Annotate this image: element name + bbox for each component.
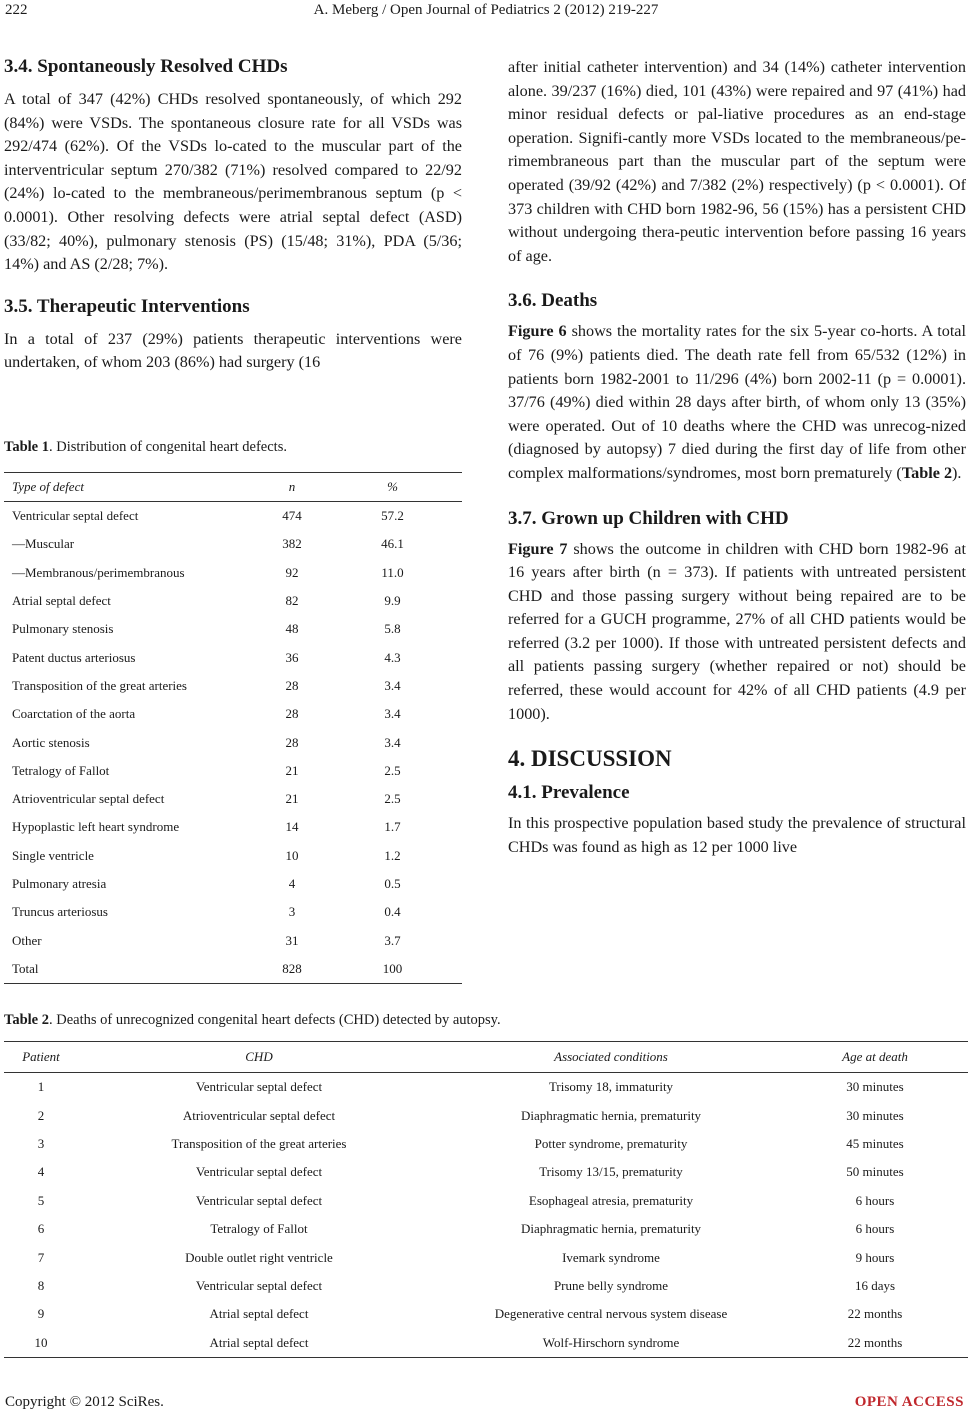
- table-cell: Truncus arteriosus: [12, 904, 108, 920]
- table-cell: 45 minutes: [846, 1135, 904, 1151]
- table-cell: 1.7: [384, 819, 401, 835]
- table-row: [4, 1187, 968, 1215]
- table-cell: Transposition of the great arteries: [171, 1135, 347, 1151]
- section-3-7-text: Figure 7 shows the outcome in children with CHD born 1982-96 at 16 years after birth (n = 373). If patients with untreated persistent CHD and those passing surgery without being repaired are to be referred for a GUCH programme, 27% of all CHD patients would be referred (3.2 per 1000). If those with untreated persistent defects and all patients passing surgery (whether repaired or not) should be referred, these would account for 42% of all CHD patients (4.9 per 1000).: [508, 539, 966, 723]
- section-4-1-title: 4.1. Prevalence: [508, 782, 630, 804]
- table-cell: 5.8: [384, 621, 401, 637]
- table-row: [4, 530, 462, 558]
- table-cell: 30 minutes: [846, 1079, 904, 1095]
- table-cell: 9.9: [384, 593, 401, 609]
- table-cell: 30 minutes: [846, 1107, 904, 1123]
- table-cell: 4: [37, 1164, 45, 1180]
- section-3-4-title: 3.4. Spontaneously Resolved CHDs: [4, 56, 288, 77]
- figure-6-ref: Figure 6: [508, 322, 567, 341]
- table-cell: 82: [285, 593, 299, 609]
- table-cell: 3.4: [384, 734, 401, 750]
- table-2-header: Associated conditions: [440, 1042, 782, 1073]
- table-cell: 2.5: [384, 791, 401, 807]
- table-row: [4, 1329, 968, 1358]
- table-cell: —Membranous/perimembranous: [12, 564, 185, 580]
- table-row: [4, 757, 462, 785]
- table-cell: Coarctation of the aorta: [12, 706, 136, 722]
- table-cell: 1.2: [384, 847, 401, 863]
- table-cell: —Muscular: [12, 536, 75, 552]
- page-number: 222: [5, 2, 28, 18]
- table-cell: 3: [288, 904, 296, 920]
- right-column: [508, 56, 966, 859]
- table-cell: 6 hours: [855, 1192, 895, 1208]
- table-cell: Esophageal atresia, prematurity: [528, 1192, 694, 1208]
- table-row: [4, 700, 462, 728]
- table-2-ref: Table 2: [901, 463, 953, 482]
- table-cell: 31: [285, 932, 299, 948]
- table-cell: 2: [37, 1107, 45, 1123]
- table-cell: 7: [37, 1249, 45, 1265]
- table-cell: 0.5: [384, 876, 401, 891]
- table-cell: 10: [4, 1329, 78, 1358]
- table-cell: 16 days: [854, 1277, 896, 1293]
- table-cell: Tetralogy of Fallot: [210, 1221, 308, 1237]
- table-cell: 6: [37, 1221, 45, 1237]
- table-row: [4, 559, 462, 587]
- running-head: A. Meberg / Open Journal of Pediatrics 2 (2012) 219-227: [313, 2, 659, 18]
- table-cell: 21: [285, 762, 299, 778]
- table-row: [4, 1215, 968, 1243]
- table-2-caption: Table 2. Deaths of unrecognized congenital heart defects (CHD) detected by autopsy.: [4, 1012, 501, 1028]
- left-column: [4, 54, 462, 375]
- table-cell: Ventricular septal defect: [195, 1277, 323, 1293]
- table-1: [4, 438, 462, 984]
- table-1-header: n: [261, 473, 323, 502]
- continuation-text: after initial catheter intervention) and 34 (14%) catheter intervention alone. 39/237 (16%) died, 101 (43%) were repaired and 97 (41%) had minor residual defects or pal-liative procedures as an end-stage operation. Signifi-cantly more VSDs located to the membraneous/pe-rimembraneous part than the muscular part of the septum were operated (39/92 (42%) and 7/382 (2%) respectively) (p < 0.0001). Of 373 children with CHD born 1982-96, 56 (15%) has a persistent CHD without undergoing thera-peutic intervention before passing 16 years of age.: [508, 58, 966, 265]
- section-4-1-text: In this prospective population based study the prevalence of structural CHDs was found as high as 12 per 1000 live: [508, 814, 966, 856]
- table-2-header: Age at death: [782, 1042, 968, 1073]
- table-cell: 50 minutes: [846, 1164, 904, 1180]
- table-row: [4, 587, 462, 615]
- table-row: [4, 1272, 968, 1300]
- table-row: [4, 502, 462, 531]
- table-cell: 0.4: [384, 904, 401, 920]
- table-cell: Total: [4, 955, 261, 984]
- table-cell: 474: [282, 508, 302, 524]
- table-cell: Tetralogy of Fallot: [12, 762, 110, 778]
- table-cell: Ventricular septal defect: [195, 1164, 323, 1180]
- table-cell: Degenerative central nervous system disease: [494, 1306, 728, 1322]
- table-cell: 1: [37, 1079, 45, 1095]
- copyright-notice: Copyright © 2012 SciRes.: [5, 1394, 164, 1410]
- table-cell: Transposition of the great arteries: [12, 677, 187, 693]
- table-cell: Atrial septal defect: [209, 1306, 309, 1322]
- table-cell: Ivemark syndrome: [562, 1249, 660, 1265]
- table-cell: Trisomy 13/15, prematurity: [539, 1164, 683, 1180]
- table-row: [4, 926, 462, 954]
- table-cell: Patent ductus arteriosus: [12, 649, 136, 665]
- table-cell: 9 hours: [855, 1249, 895, 1265]
- table-cell: Trisomy 18, immaturity: [548, 1079, 674, 1095]
- table-cell: 46.1: [381, 536, 404, 552]
- table-cell: 22 months: [847, 1306, 903, 1322]
- table-2: [4, 1011, 968, 1358]
- table-cell: 28: [285, 706, 299, 722]
- table-row: [4, 813, 462, 841]
- table-row: [4, 870, 462, 898]
- table-cell: Pulmonary stenosis: [12, 621, 114, 637]
- table-cell: 14: [285, 819, 299, 835]
- table-cell: 9: [37, 1306, 45, 1322]
- table-row: [4, 728, 462, 756]
- table-cell: Atrial septal defect: [78, 1329, 440, 1358]
- table-cell: Hypoplastic left heart syndrome: [12, 819, 180, 835]
- table-cell: 22 months: [782, 1329, 968, 1358]
- section-3-5-title: 3.5. Therapeutic Interventions: [4, 295, 250, 317]
- table-row: [4, 955, 462, 984]
- table-cell: Ventricular septal defect: [195, 1192, 323, 1208]
- table-1-grid: [4, 472, 462, 984]
- open-access-label: OPEN ACCESS: [854, 1394, 964, 1410]
- table-row: [4, 1243, 968, 1271]
- section-3-5-text: In a total of 237 (29%) patients therapeutic interventions were undertaken, of whom 203 (86%) had surgery (16: [4, 329, 462, 372]
- table-row: [4, 1130, 968, 1158]
- table-cell: Ventricular septal defect: [195, 1079, 323, 1095]
- table-cell: 3.4: [384, 706, 401, 722]
- table-cell: 4.3: [384, 649, 401, 665]
- table-cell: 3.7: [384, 932, 401, 948]
- table-cell: Atrioventricular septal defect: [12, 791, 165, 807]
- table-cell: 5: [37, 1192, 45, 1208]
- table-cell: 28: [285, 677, 299, 693]
- section-4-title: 4. DISCUSSION: [508, 746, 672, 772]
- table-2-header: CHD: [78, 1042, 440, 1073]
- table-2-grid: [4, 1041, 968, 1358]
- table-cell: 828: [261, 955, 323, 984]
- table-row: [4, 1073, 968, 1102]
- table-cell: 3: [37, 1135, 45, 1151]
- table-cell: Diaphragmatic hernia, prematurity: [520, 1221, 702, 1237]
- table-1-caption: Table 1. Distribution of congenital heart defects.: [4, 439, 287, 455]
- table-cell: 2.5: [384, 762, 401, 778]
- table-cell: 4: [288, 876, 296, 891]
- table-2-header: Patient: [4, 1042, 78, 1073]
- table-cell: Potter syndrome, prematurity: [534, 1135, 688, 1151]
- table-cell: Atrial septal defect: [12, 593, 111, 609]
- table-cell: 11.0: [381, 564, 404, 580]
- table-cell: 6 hours: [855, 1221, 895, 1237]
- table-cell: Atrioventricular septal defect: [182, 1107, 336, 1123]
- table-cell: 100: [323, 955, 462, 984]
- section-3-7-title: 3.7. Grown up Children with CHD: [508, 507, 789, 529]
- table-row: [4, 615, 462, 643]
- table-cell: 3.4: [384, 677, 401, 693]
- figure-7-ref: Figure 7: [508, 539, 568, 558]
- table-row: [4, 1101, 968, 1129]
- section-3-6-title: 3.6. Deaths: [508, 290, 598, 312]
- table-cell: Double outlet right ventricle: [185, 1249, 333, 1265]
- table-1-header: %: [323, 473, 462, 502]
- table-row: [4, 898, 462, 926]
- table-row: [4, 1158, 968, 1186]
- table-row: [4, 672, 462, 700]
- table-cell: Single ventricle: [12, 847, 94, 863]
- table-cell: Aortic stenosis: [12, 734, 90, 750]
- table-cell: Ventricular septal defect: [12, 508, 139, 524]
- table-1-header: Type of defect: [4, 473, 261, 502]
- section-3-6-text: Figure 6 shows the mortality rates for the six 5-year co-horts. A total of 76 (9%) patients died. The death rate fell from 65/532 (12%) in patients born 1982-2001 to 11/296 (4%) born 2002-11 (p = 0.0001). 37/76 (49%) died within 28 days after birth, of whom only 13 (35%) were operated. Out of 10 deaths where the CHD was unrecog-nized (diagnosed by autopsy) 7 died during the first day of life from other complex malformations/syndromes, most born prematurely (Table 2).: [508, 322, 966, 482]
- table-row: [4, 643, 462, 671]
- table-cell: Wolf-Hirschorn syndrome: [440, 1329, 782, 1358]
- table-row: [4, 842, 462, 870]
- table-cell: 8: [37, 1277, 45, 1293]
- table-cell: Other: [12, 932, 42, 948]
- section-3-4-text: A total of 347 (42%) CHDs resolved spontaneously, of which 292 (84%) were VSDs. The spontaneous closure rate for all VSDs was 292/474 (62%). Of the VSDs lo-cated to the muscular part of the interventricular septum 270/382 (71%) resolved compared to 22/92 (24%) lo-cated to the membraneous/perimembranous septum (p < 0.0001). Other resolving defects were atrial septal defect (ASD) (33/82; 40%), pulmonary stenosis (PS) (15/48; 31%), PDA (5/36; 14%) and AS (2/28; 7%).: [4, 90, 462, 274]
- table-cell: 10: [285, 847, 299, 863]
- table-cell: 28: [285, 734, 299, 750]
- table-row: [4, 785, 462, 813]
- table-cell: 36: [285, 649, 299, 665]
- table-row: [4, 1300, 968, 1328]
- table-cell: 48: [285, 621, 299, 637]
- table-cell: Prune belly syndrome: [553, 1277, 669, 1293]
- table-cell: 92: [285, 564, 299, 580]
- table-cell: 382: [282, 536, 302, 552]
- table-cell: 57.2: [381, 508, 404, 524]
- table-cell: Diaphragmatic hernia, prematurity: [520, 1107, 702, 1123]
- table-cell: Pulmonary atresia: [12, 876, 107, 891]
- table-cell: 21: [285, 791, 299, 807]
